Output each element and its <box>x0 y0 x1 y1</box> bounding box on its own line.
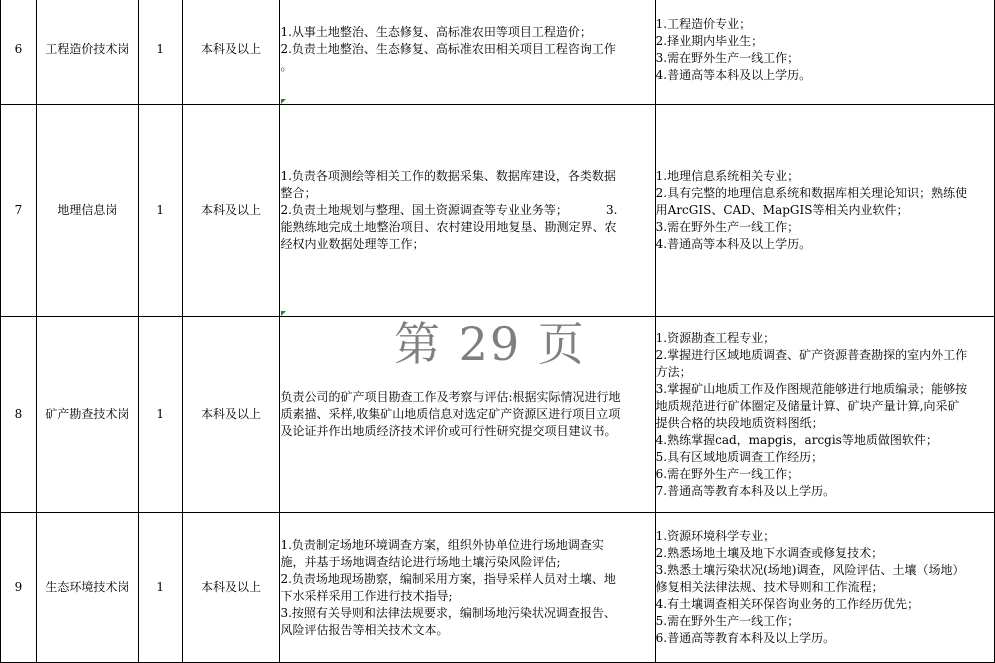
duty-line: 及论证并作出地质经济技术评价或可行性研究提交项目建议书。 <box>280 424 617 438</box>
requirement-line: 2.掌握进行区域地质调查、矿产资源普查勘探的室内外工作 <box>655 347 968 362</box>
duty-line: 1.负责各项测绘等相关工作的数据采集、数据库建设，各类数据 <box>280 169 616 183</box>
duty-line: 负责公司的矿产项目勘查工作及考察与评估:根据实际情况进行地 <box>280 390 621 404</box>
duty-line: 整合； <box>280 186 317 200</box>
duty-line: 质素描、采样,收集矿山地质信息对选定矿产资源区进行项目立项 <box>280 407 621 421</box>
cell-duties[interactable] <box>280 105 655 317</box>
cell-headcount[interactable]: 1 <box>138 105 182 317</box>
cell-requirements[interactable] <box>655 0 994 105</box>
duty-line: 2.负责土地整治、生态修复、高标准农田相关项目工程咨询工作 <box>280 42 616 56</box>
cell-number[interactable]: 7 <box>1 105 37 317</box>
requirement-line: 3.需在野外生产一线工作； <box>655 50 800 65</box>
duty-line: 风险评估报告等相关技术文本。 <box>280 622 449 637</box>
duty-line: 1.负责制定场地环境调查方案，组织外协单位进行场地调查实 <box>280 537 604 552</box>
cell-requirements[interactable] <box>655 105 994 317</box>
requirement-line: 3.掌握矿山地质工作及作图规范能够进行地质编录；能够按 <box>655 381 968 396</box>
requirement-line: 3.需在野外生产一线工作； <box>655 220 800 234</box>
cell-education[interactable]: 本科及以上 <box>182 105 280 317</box>
cell-number[interactable]: 9 <box>1 513 37 663</box>
duty-line: 3.按照有关导则和法律法规要求，编制场地污染状况调查报告、 <box>280 605 616 620</box>
cell-duties[interactable] <box>280 0 655 105</box>
requirement-line: 用ArcGIS、CAD、MapGIS等相关内业软件； <box>655 203 909 217</box>
requirement-line: 2.择业期内毕业生； <box>655 33 764 48</box>
duty-line: 2.负责土地规划与整理、国土资源调查等专业业务等； 3. <box>280 203 618 217</box>
cell-number[interactable]: 6 <box>1 0 37 105</box>
requirement-line: 1.资源勘查工程专业； <box>655 330 776 345</box>
requirement-line: 6.需在野外生产一线工作； <box>655 466 800 481</box>
cell-headcount[interactable]: 1 <box>138 317 182 513</box>
cell-duties[interactable] <box>280 513 655 663</box>
table-row <box>1 0 995 105</box>
duty-line: 施，并基于场地调查结论进行场地土壤污染风险评估; <box>280 554 561 569</box>
requirement-line: 7.普通高等教育本科及以上学历。 <box>655 483 836 498</box>
duty-line: 下水采样采用工作进行技术指导; <box>280 588 453 603</box>
duty-line: 能熟练地完成土地整治项目、农村建设用地复垦、勘测定界、农 <box>280 220 617 234</box>
duty-line: 1.从事土地整治、生态修复、高标准农田等项目工程造价； <box>280 25 592 39</box>
cell-education[interactable]: 本科及以上 <box>182 0 280 105</box>
requirement-line: 6.普通高等教育本科及以上学历。 <box>655 631 836 645</box>
page-watermark: 第 29 页 <box>394 317 586 371</box>
cell-requirements[interactable] <box>655 513 994 663</box>
cell-education[interactable]: 本科及以上 <box>182 317 280 513</box>
requirement-line: 4.熟练掌握cad，mapgis，arcgis等地质做图软件； <box>655 432 938 447</box>
cell-comment-marker <box>281 311 286 316</box>
requirement-line: 3.熟悉土壤污染状况(场地)调查，风险评估、土壤（场地） <box>655 563 965 577</box>
requirement-line: 提供合格的块段地质资料图纸； <box>655 415 824 430</box>
cell-headcount[interactable]: 1 <box>138 0 182 105</box>
requirement-line: 1.资源环境科学专业； <box>655 529 776 543</box>
requirement-line: 1.工程造价专业； <box>655 16 752 31</box>
requirement-line: 1.地理信息系统相关专业； <box>655 169 800 183</box>
cell-post-name[interactable]: 工程造价技术岗 <box>36 0 138 105</box>
cell-requirements[interactable] <box>655 317 994 513</box>
requirement-line: 4.有土壤调查相关环保咨询业务的工作经历优先； <box>655 597 920 611</box>
cell-number[interactable]: 8 <box>1 317 37 513</box>
requirement-line: 修复相关法律法规、技术导则和工作流程； <box>655 580 884 594</box>
cell-post-name[interactable]: 矿产勘查技术岗 <box>36 317 138 513</box>
cell-post-name[interactable]: 生态环境技术岗 <box>36 513 138 663</box>
requirement-line: 5.需在野外生产一线工作； <box>655 614 800 628</box>
requirement-line: 5.具有区域地质调查工作经历； <box>655 449 824 464</box>
requirement-line: 2.熟悉场地土壤及地下水调查或修复技术； <box>655 546 884 560</box>
duty-line: 。 <box>280 59 293 73</box>
cell-post-name[interactable]: 地理信息岗 <box>36 105 138 317</box>
requirement-line: 方法； <box>655 364 692 379</box>
requirement-line: 2.具有完整的地理信息系统和数据库相关理论知识；熟练使 <box>655 186 968 200</box>
cell-comment-marker <box>281 99 286 104</box>
duty-line: 经权内业数据处理等工作； <box>280 237 425 251</box>
duty-line: 2.负责场地现场勘察，编制采用方案，指导采样人员对土壤、地 <box>280 571 616 586</box>
table-row <box>1 105 995 317</box>
requirement-line: 4.普通高等本科及以上学历。 <box>655 237 812 251</box>
requirement-line: 4.普通高等本科及以上学历。 <box>655 67 812 82</box>
table-row <box>1 513 995 663</box>
requirement-line: 地质规范进行矿体圈定及储量计算、矿块产量计算,向采矿 <box>655 398 960 413</box>
cell-headcount[interactable]: 1 <box>138 513 182 663</box>
cell-education[interactable]: 本科及以上 <box>182 513 280 663</box>
